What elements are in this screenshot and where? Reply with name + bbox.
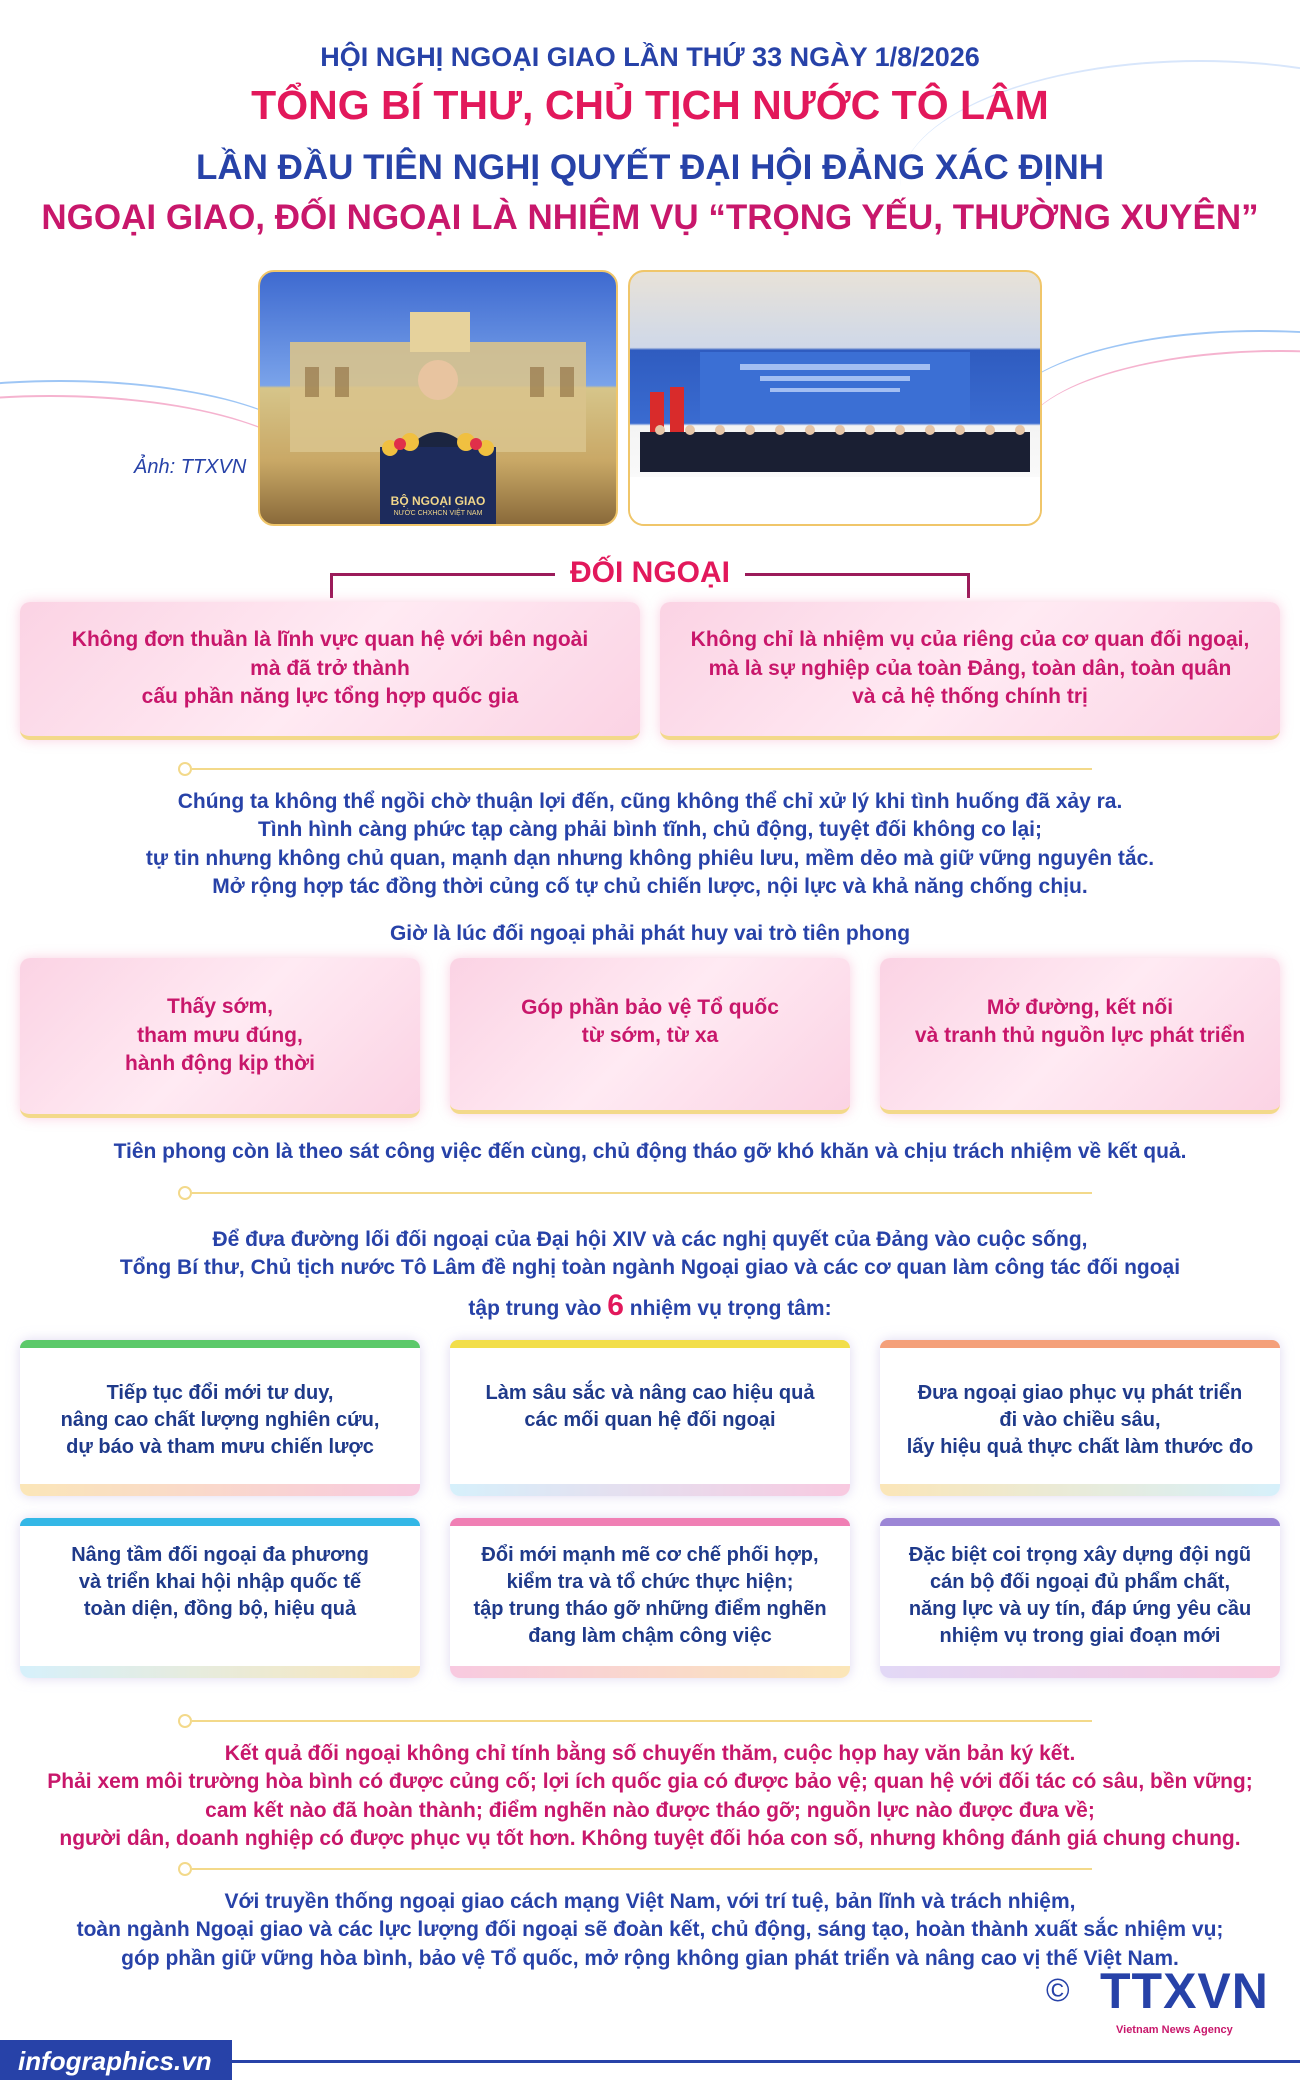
task-box-1-top-bar (20, 1340, 420, 1348)
task-box-1-bottom-bar (20, 1484, 420, 1496)
header-mission-line: NGOẠI GIAO, ĐỐI NGOẠI LÀ NHIỆM VỤ “TRỌNG YẾU, THƯỜNG XUYÊN” (41, 198, 1259, 237)
divider-dot-2 (178, 1186, 192, 1200)
ttxvn-logo-subtitle: Vietnam News Agency (1116, 2024, 1233, 2036)
photo-credit: Ảnh: TTXVN (134, 456, 247, 478)
task-box-2-top-bar (450, 1340, 850, 1348)
task-box-3-top-bar (880, 1340, 1280, 1348)
pioneer-intro: Giờ là lúc đối ngoại phải phát huy vai trò tiên phong (389, 922, 911, 945)
photo-conference-group (628, 270, 1042, 526)
task-box-4-top-bar (20, 1518, 420, 1526)
task-box-6-text: Đặc biệt coi trọng xây dựng đội ngũ cán bộ đối ngoại đủ phẩm chất, năng lực và uy tín, đáp ứng yêu cầu nhiệm vụ trong giai đoạn mới (908, 1544, 1252, 1647)
tasks-intro-post: nhiệm vụ trọng tâm: (623, 1297, 832, 1320)
task-box-5-top-bar (450, 1518, 850, 1526)
tasks-count: 6 (607, 1289, 624, 1322)
divider-1 (192, 768, 1092, 770)
divider-2 (192, 1192, 1092, 1194)
divider-4 (192, 1868, 1092, 1870)
task-box-2-bottom-bar (450, 1484, 850, 1496)
header-leader-line: TỔNG BÍ THƯ, CHỦ TỊCH NƯỚC TÔ LÂM (251, 82, 1049, 128)
header-conference-line: HỘI NGHỊ NGOẠI GIAO LẦN THỨ 33 NGÀY 1/8/2026 (320, 42, 980, 72)
task-box-4-text: Nâng tầm đối ngoại đa phương và triển khai hội nhập quốc tế toàn diện, đồng bộ, hiệu quả (71, 1544, 369, 1620)
divider-dot-4 (178, 1862, 192, 1876)
ttxvn-logo: TTXVN (1100, 1963, 1269, 2019)
tasks-intro-pre: tập trung vào (468, 1297, 608, 1320)
header-resolution-line: LẦN ĐẦU TIÊN NGHỊ QUYẾT ĐẠI HỘI ĐẢNG XÁC ĐỊNH (195, 148, 1105, 187)
divider-dot-3 (178, 1714, 192, 1728)
task-box-4 (20, 1518, 420, 1678)
task-box-5-bottom-bar (450, 1666, 850, 1678)
task-box-5 (450, 1518, 850, 1678)
task-box-4-bottom-bar (20, 1666, 420, 1678)
task-box-3 (880, 1340, 1280, 1496)
task-box-5-text: Đổi mới mạnh mẽ cơ chế phối hợp, kiểm tra và tổ chức thực hiện; tập trung tháo gỡ những điểm nghẽn đang làm chậm công việc (473, 1544, 827, 1647)
task-box-1 (20, 1340, 420, 1496)
task-box-6 (880, 1518, 1280, 1678)
photo-conference-illustration (630, 272, 1040, 524)
task-box-6-top-bar (880, 1518, 1280, 1526)
tasks-intro-count-line (0, 1286, 1300, 1327)
pioneer-box-3: Mở đường, kết nối và tranh thủ nguồn lực phát triển (880, 958, 1280, 1114)
divider-dot-1 (178, 762, 192, 776)
photo-leader-illustration (260, 272, 616, 524)
pioneer-box-2: Góp phần bảo vệ Tổ quốc từ sớm, từ xa (450, 958, 850, 1114)
copyright-symbol: © (1046, 1972, 1070, 2008)
task-box-2 (450, 1340, 850, 1496)
task-box-3-text: Đưa ngoại giao phục vụ phát triển đi vào chiều sâu, lấy hiệu quả thực chất làm thước đo (906, 1382, 1254, 1458)
section-heading: ĐỐI NGOẠI (569, 556, 730, 589)
footer-site-link[interactable]: infographics.vn (18, 2046, 212, 2076)
tasks-intro: Để đưa đường lối đối ngoại của Đại hội XIV và các nghị quyết của Đảng vào cuộc sống, Tổng Bí thư, Chủ tịch nước Tô Lâm đề nghị toàn ngành Ngoại giao và các cơ quan làm công tác đối ngoại (119, 1228, 1181, 1280)
divider-3 (192, 1720, 1092, 1722)
task-box-2-text: Làm sâu sắc và nâng cao hiệu quả các mối quan hệ đối ngoại (485, 1382, 815, 1431)
footer-line (232, 2060, 1300, 2063)
definition-box-1: Không đơn thuần là lĩnh vực quan hệ với bên ngoài mà đã trở thành cấu phần năng lực tổng hợp quốc gia (20, 602, 640, 740)
pioneer-outro: Tiên phong còn là theo sát công việc đến cùng, chủ động tháo gỡ khó khăn và chịu trách nhiệm về kết quả. (113, 1140, 1187, 1163)
podium-sign-sub: NƯỚC CHXHCN VIỆT NAM (393, 510, 483, 517)
pioneer-box-1: Thấy sớm, tham mưu đúng, hành động kịp thời (20, 958, 420, 1118)
photo-leader-speech (258, 270, 618, 526)
closing-paragraph: Với truyền thống ngoại giao cách mạng Việt Nam, với trí tuệ, bản lĩnh và trách nhiệm, toàn ngành Ngoại giao và các lực lượng đối ngoại sẽ đoàn kết, chủ động, sáng tạo, hoàn thành xuất sắc nhiệm vụ; góp phần giữ vững hòa bình, bảo vệ Tổ quốc, mở rộng không gian phát triển và nâng cao vị thế Việt Nam. (76, 1890, 1224, 1970)
podium-sign: BỘ NGOẠI GIAO (390, 494, 486, 508)
result-paragraph: Kết quả đối ngoại không chỉ tính bằng số chuyến thăm, cuộc họp hay văn bản ký kết. Phải xem môi trường hòa bình có được củng cố; lợi ích quốc gia có được bảo vệ; quan hệ với đối tác có sâu, bền vững; cam kết nào đã hoàn thành; điểm nghẽn nào được tháo gỡ; nguồn lực nào được đưa về; người dân, doanh nghiệp có được phục vụ tốt hơn. Không tuyệt đối hóa con số, nhưng không đánh giá chung chung. (47, 1742, 1253, 1851)
task-box-6-bottom-bar (880, 1666, 1280, 1678)
task-box-1-text: Tiếp tục đổi mới tư duy, nâng cao chất lượng nghiên cứu, dự báo và tham mưu chiến lược (60, 1382, 380, 1458)
principles-paragraph: Chúng ta không thể ngồi chờ thuận lợi đến, cũng không thể chỉ xử lý khi tình huống đã xảy ra. Tình hình càng phức tạp càng phải bình tĩnh, chủ động, tuyệt đối không co lại; tự tin nhưng không chủ quan, mạnh dạn nhưng không phiêu lưu, mềm dẻo mà giữ vững nguyên tắc. Mở rộng hợp tác đồng thời củng cố tự chủ chiến lược, nội lực và khả năng chống chịu. (145, 790, 1155, 899)
task-box-3-bottom-bar (880, 1484, 1280, 1496)
definition-box-2: Không chỉ là nhiệm vụ của riêng của cơ quan đối ngoại, mà là sự nghiệp của toàn Đảng, toàn dân, toàn quân và cả hệ thống chính trị (660, 602, 1280, 740)
